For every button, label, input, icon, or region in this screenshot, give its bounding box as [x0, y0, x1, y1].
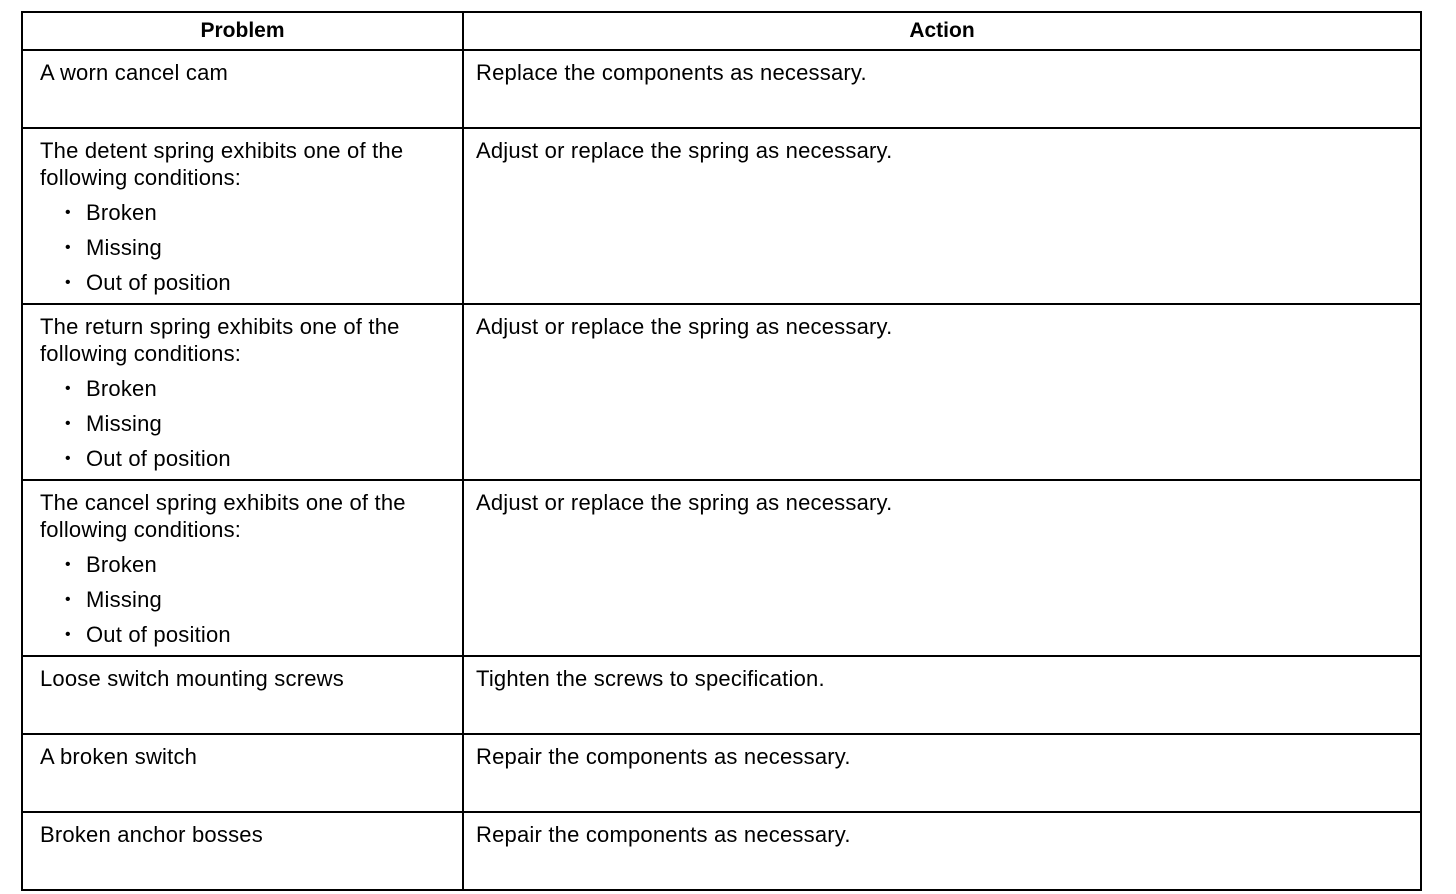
action-text: Replace the components as necessary. — [476, 60, 867, 85]
action-cell — [463, 812, 1421, 890]
condition-text: Broken — [86, 552, 157, 577]
bullet-icon: • — [65, 380, 71, 397]
bullet-icon: • — [65, 591, 71, 608]
action-text: Adjust or replace the spring as necessary. — [476, 138, 893, 163]
condition-text: Out of position — [86, 622, 231, 647]
problem-cell — [22, 304, 463, 480]
table-row — [22, 304, 1421, 480]
problem-text: The return spring exhibits one of the following conditions: — [40, 314, 400, 366]
problem-cell — [22, 480, 463, 656]
problem-text: The cancel spring exhibits one of the following conditions: — [40, 490, 406, 542]
problem-text: Broken anchor bosses — [40, 822, 263, 847]
action-text: Tighten the screws to specification. — [476, 666, 825, 691]
table-row — [22, 656, 1421, 734]
problem-cell — [22, 812, 463, 890]
action-text: Repair the components as necessary. — [476, 744, 851, 769]
list-item — [65, 230, 452, 265]
problem-text: The detent spring exhibits one of the following conditions: — [40, 138, 404, 190]
problem-text: Loose switch mounting screws — [40, 666, 344, 691]
action-cell — [463, 656, 1421, 734]
condition-text: Broken — [86, 376, 157, 401]
list-item — [65, 371, 452, 406]
action-cell — [463, 734, 1421, 812]
action-cell — [463, 50, 1421, 128]
list-item — [65, 195, 452, 230]
bullet-icon: • — [65, 274, 71, 291]
bullet-icon: • — [65, 556, 71, 573]
problem-text: A worn cancel cam — [40, 60, 229, 85]
action-text: Adjust or replace the spring as necessary. — [476, 490, 893, 515]
list-item — [65, 406, 452, 441]
condition-text: Missing — [86, 235, 162, 260]
action-cell — [463, 304, 1421, 480]
bullet-icon: • — [65, 626, 71, 643]
list-item — [65, 265, 452, 300]
problem-cell — [22, 50, 463, 128]
bullet-icon: • — [65, 450, 71, 467]
condition-list — [40, 195, 452, 300]
action-text: Repair the components as necessary. — [476, 822, 851, 847]
list-item — [65, 582, 452, 617]
action-column-header: Action — [463, 12, 1421, 50]
bullet-icon: • — [65, 204, 71, 221]
problem-action-table — [21, 11, 1422, 891]
action-cell — [463, 128, 1421, 304]
action-text: Adjust or replace the spring as necessary. — [476, 314, 893, 339]
condition-text: Broken — [86, 200, 157, 225]
bullet-icon: • — [65, 415, 71, 432]
table-row — [22, 734, 1421, 812]
condition-text: Out of position — [86, 270, 231, 295]
problem-cell — [22, 128, 463, 304]
table-row — [22, 50, 1421, 128]
condition-list — [40, 547, 452, 652]
table-row — [22, 128, 1421, 304]
condition-text: Missing — [86, 411, 162, 436]
table-header-row — [22, 12, 1421, 50]
problem-text: A broken switch — [40, 744, 198, 769]
list-item — [65, 441, 452, 476]
condition-text: Missing — [86, 587, 162, 612]
problem-column-header: Problem — [22, 12, 463, 50]
action-cell — [463, 480, 1421, 656]
condition-text: Out of position — [86, 446, 231, 471]
bullet-icon: • — [65, 239, 71, 256]
condition-list — [40, 371, 452, 476]
list-item — [65, 617, 452, 652]
problem-cell — [22, 734, 463, 812]
table-row — [22, 480, 1421, 656]
problem-cell — [22, 656, 463, 734]
list-item — [65, 547, 452, 582]
table-row — [22, 812, 1421, 890]
